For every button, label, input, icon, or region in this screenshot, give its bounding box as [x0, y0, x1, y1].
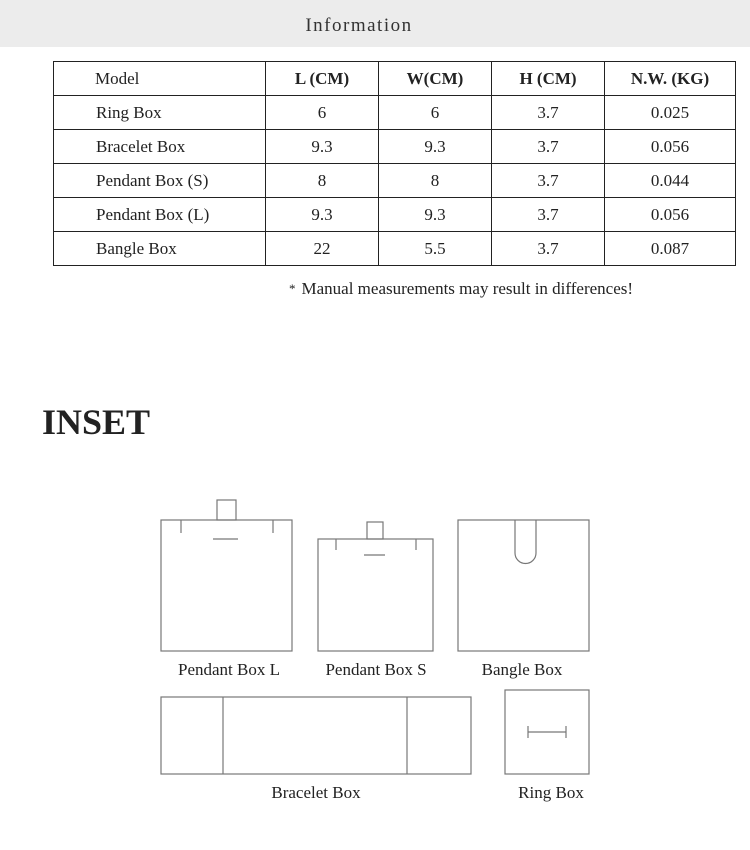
inset-title: INSET — [42, 402, 151, 442]
label-bracelet-box: Bracelet Box — [271, 783, 361, 802]
table-cell: 9.3 — [379, 198, 492, 232]
box-outline — [161, 697, 471, 774]
column-header-model: Model — [54, 62, 266, 96]
bracelet-box-drawing — [161, 697, 471, 774]
box-outline — [161, 520, 292, 651]
table-cell: 8 — [266, 164, 379, 198]
table-cell: Ring Box — [54, 96, 266, 130]
table-cell: 0.056 — [605, 130, 736, 164]
pendant-clip — [367, 522, 383, 539]
table-cell: 0.025 — [605, 96, 736, 130]
column-header-length: L (CM) — [266, 62, 379, 96]
table-cell: Pendant Box (L) — [54, 198, 266, 232]
table-cell: 3.7 — [492, 164, 605, 198]
bangle-slot — [515, 520, 536, 564]
column-header-net-weight: N.W. (KG) — [605, 62, 736, 96]
note-text: Manual measurements may result in differences! — [301, 279, 634, 298]
label-ring-box: Ring Box — [518, 783, 584, 802]
table-cell: Bracelet Box — [54, 130, 266, 164]
table-cell: 9.3 — [266, 130, 379, 164]
table-cell: 0.087 — [605, 232, 736, 266]
table-cell: Pendant Box (S) — [54, 164, 266, 198]
table-cell: 3.7 — [492, 232, 605, 266]
pendant-box-s-drawing — [318, 522, 433, 651]
table-cell: 3.7 — [492, 130, 605, 164]
table-cell: 0.056 — [605, 198, 736, 232]
table-cell: 6 — [379, 96, 492, 130]
column-header-width: W(CM) — [379, 62, 492, 96]
label-pendant-box-s: Pendant Box S — [325, 660, 427, 679]
table-cell: 8 — [379, 164, 492, 198]
table-cell: 0.044 — [605, 164, 736, 198]
table-cell: 3.7 — [492, 96, 605, 130]
label-bangle-box: Bangle Box — [481, 660, 563, 679]
ring-box-drawing — [505, 690, 589, 774]
table-cell: 9.3 — [266, 198, 379, 232]
pendant-clip — [217, 500, 236, 520]
asterisk-icon: * — [289, 281, 296, 296]
label-pendant-box-l: Pendant Box L — [178, 660, 280, 679]
table-cell: 5.5 — [379, 232, 492, 266]
table-cell: 3.7 — [492, 198, 605, 232]
pendant-box-l-drawing — [161, 500, 292, 651]
box-outline — [318, 539, 433, 651]
page-title: Information — [305, 15, 413, 36]
table-cell: 22 — [266, 232, 379, 266]
bangle-box-drawing — [458, 520, 589, 651]
column-header-height: H (CM) — [492, 62, 605, 96]
table-cell: 9.3 — [379, 130, 492, 164]
table-cell: Bangle Box — [54, 232, 266, 266]
box-outline — [458, 520, 589, 651]
table-cell: 6 — [266, 96, 379, 130]
